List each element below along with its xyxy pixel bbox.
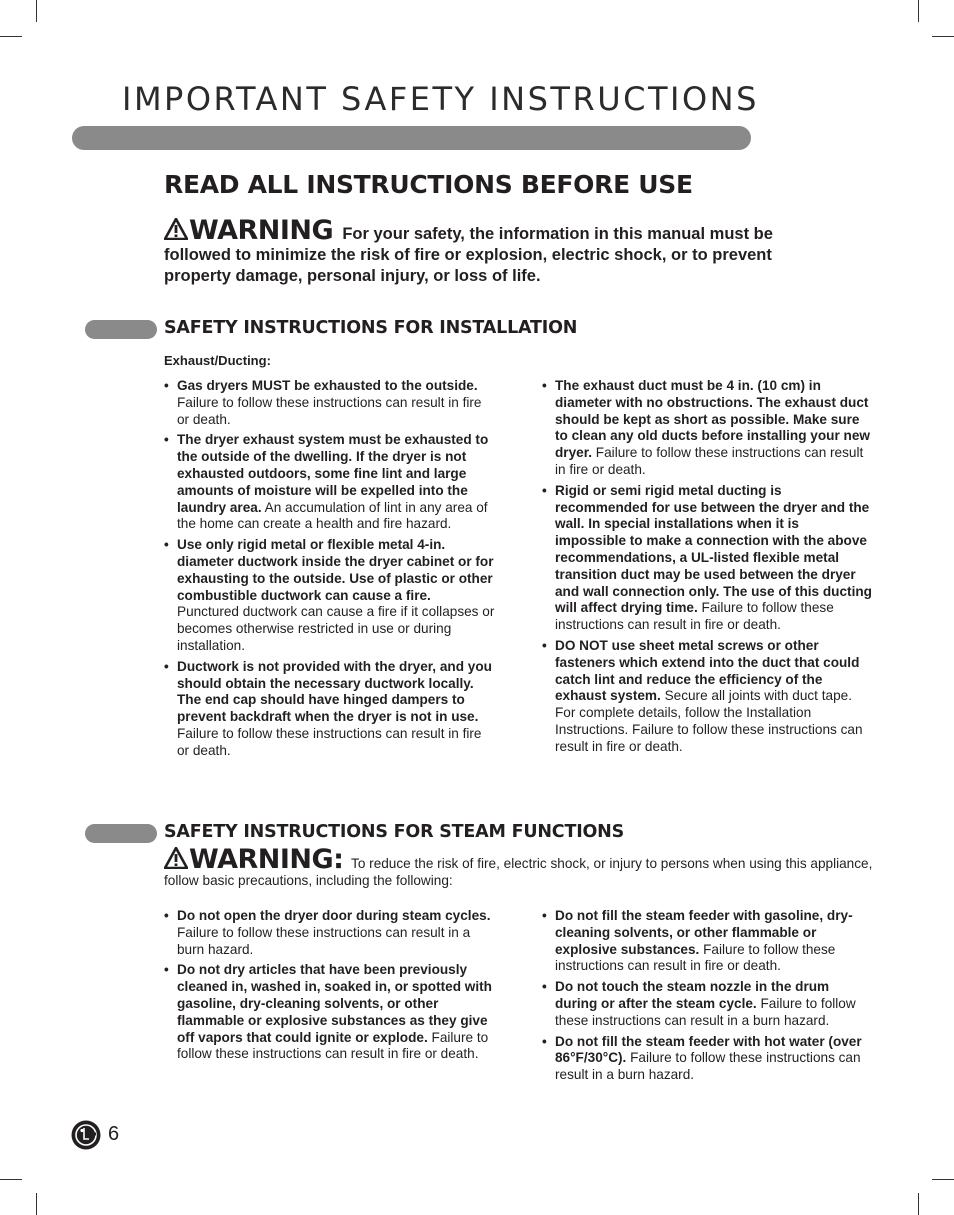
page-number: 6 bbox=[108, 1123, 120, 1145]
item-bold-text: Use only rigid metal or flexible metal 4-in. diameter ductwork inside the dryer cabinet or for exhausting to the outside. Use of plastic or other combustible ductwork can cause a fire. bbox=[177, 537, 494, 603]
exhaust-subheading: Exhaust/Ducting: bbox=[164, 353, 271, 368]
list-item bbox=[542, 378, 872, 479]
warning-label: WARNING: bbox=[189, 844, 344, 875]
installation-heading: SAFETY INSTRUCTIONS FOR INSTALLATION bbox=[164, 318, 578, 338]
bullet-dot: • bbox=[164, 537, 169, 553]
steam-list-right bbox=[542, 908, 872, 1088]
bullet-dot: • bbox=[542, 378, 547, 393]
intro-warning bbox=[164, 215, 824, 287]
list-item bbox=[164, 962, 496, 1063]
list-item bbox=[164, 432, 496, 533]
item-text: Failure to follow these instructions can result in a burn hazard. bbox=[555, 1050, 861, 1083]
bullet-dot: • bbox=[542, 908, 547, 923]
bullet-dot: • bbox=[164, 378, 169, 393]
item-text: Failure to follow these instructions can result in fire or death. bbox=[177, 725, 482, 758]
item-text: Failure to follow these instructions can result in fire or death. bbox=[555, 445, 864, 477]
item-text: Failure to follow these instructions can result in fire or death. bbox=[555, 941, 836, 974]
crop-mark bbox=[918, 1193, 919, 1215]
page-title: IMPORTANT SAFETY INSTRUCTIONS bbox=[122, 80, 759, 118]
list-item bbox=[542, 638, 872, 756]
bullet-dot: • bbox=[542, 482, 547, 498]
bullet-dot: • bbox=[542, 637, 547, 653]
item-bold-text: Do not touch the steam nozzle in the drum during or after the steam cycle. bbox=[555, 979, 830, 1011]
item-text: Punctured ductwork can cause a fire if it collapses or becomes otherwise restricted in use or during installation. bbox=[177, 604, 495, 653]
item-bold-text: Do not fill the steam feeder with hot water (over 86°F/30°C). bbox=[555, 1033, 862, 1066]
list-item bbox=[542, 483, 872, 634]
item-text: Secure all joints with duct tape. For complete details, follow the Installation Instructions. Failure to follow these instructions can result in fire or death. bbox=[555, 688, 863, 754]
crop-mark bbox=[932, 1179, 954, 1180]
bullet-dot: • bbox=[164, 432, 169, 448]
item-bold-text: DO NOT use sheet metal screws or other fasteners which extend into the duct that could catch lint and reduce the efficiency of the exhaust system. bbox=[555, 637, 860, 704]
steam-list-left bbox=[164, 908, 496, 1067]
item-bold-text: The exhaust duct must be 4 in. (10 cm) in diameter with no obstructions. The exhaust duct should be kept as short as possible. Make sure to clean any old ducts before installing your new dryer. bbox=[555, 378, 870, 461]
crop-mark bbox=[932, 36, 954, 37]
item-bold-text: Gas dryers MUST be exhausted to the outside. bbox=[177, 378, 478, 393]
list-item bbox=[164, 537, 496, 655]
item-text: Failure to follow these instructions can result in a burn hazard. bbox=[177, 924, 471, 957]
warning-triangle-icon bbox=[164, 847, 188, 869]
crop-mark bbox=[36, 1193, 37, 1215]
item-bold-text: Ductwork is not provided with the dryer, and you should obtain the necessary ductwork locally. The end cap should have hinged dampers to prevent backdraft when the dryer is not in use. bbox=[177, 658, 492, 725]
list-item bbox=[164, 659, 496, 760]
item-text: Failure to follow these instructions can result in fire or death. bbox=[177, 394, 482, 427]
item-text: An accumulation of lint in any area of the home can create a health and fire hazard. bbox=[177, 499, 488, 532]
item-text: Failure to follow these instructions can result in fire or death. bbox=[177, 1029, 489, 1062]
bullet-dot: • bbox=[542, 1033, 547, 1049]
bullet-dot: • bbox=[164, 658, 169, 674]
item-text: Failure to follow these instructions can result in a burn hazard. bbox=[555, 995, 856, 1028]
crop-mark bbox=[0, 36, 22, 37]
title-bar bbox=[72, 126, 751, 150]
item-bold-text: Do not fill the steam feeder with gasoline, dry-cleaning solvents, or other flammable or explosive substances. bbox=[555, 908, 853, 957]
section-pill bbox=[85, 824, 157, 843]
crop-mark bbox=[0, 1179, 22, 1180]
steam-heading: SAFETY INSTRUCTIONS FOR STEAM FUNCTIONS bbox=[164, 822, 625, 842]
list-item bbox=[542, 908, 872, 975]
steam-warning bbox=[164, 844, 884, 889]
list-item bbox=[542, 1034, 872, 1084]
list-item bbox=[164, 908, 496, 958]
lg-logo-icon bbox=[71, 1120, 101, 1150]
warning-text: For your safety, the information in this manual must be followed to minimize the risk of fire or explosion, electric shock, or to prevent property damage, personal injury, or loss of life. bbox=[164, 225, 773, 285]
item-bold-text: The dryer exhaust system must be exhausted to the outside of the dwelling. If the dryer is not exhausted outdoors, some fine lint and large amounts of moisture will be expelled into the laundry area. bbox=[177, 432, 489, 515]
installation-list-right bbox=[542, 378, 872, 760]
warning-label: WARNING bbox=[189, 215, 334, 246]
warning-text: To reduce the risk of fire, electric shock, or injury to persons when using this appliance, follow basic precautions, including the following: bbox=[164, 856, 873, 888]
list-item bbox=[542, 979, 872, 1029]
crop-mark bbox=[36, 0, 37, 22]
item-bold-text: Do not dry articles that have been previously cleaned in, washed in, soaked in, or spotted with gasoline, dry-cleaning solvents, or other flammable or explosive substances as they give off vapors that could ignite or explode. bbox=[177, 962, 492, 1045]
read-all-heading: READ ALL INSTRUCTIONS BEFORE USE bbox=[164, 170, 693, 199]
bullet-dot: • bbox=[164, 908, 169, 923]
crop-mark bbox=[918, 0, 919, 22]
item-bold-text: Rigid or semi rigid metal ducting is recommended for use between the dryer and the wall. In special installations when it is impossible to make a connection with the above recommendations, a UL-listed flexible metal transition duct may be used between the dryer and wall connection only. The use of this ducting will affect drying time. bbox=[555, 482, 872, 616]
list-item bbox=[164, 378, 496, 428]
bullet-dot: • bbox=[542, 979, 547, 995]
item-text: Failure to follow these instructions can result in fire or death. bbox=[555, 600, 834, 633]
item-bold-text: Do not open the dryer door during steam cycles. bbox=[177, 908, 491, 923]
warning-triangle-icon bbox=[164, 218, 188, 240]
section-pill bbox=[85, 320, 157, 339]
installation-list-left bbox=[164, 378, 496, 764]
bullet-dot: • bbox=[164, 962, 169, 978]
